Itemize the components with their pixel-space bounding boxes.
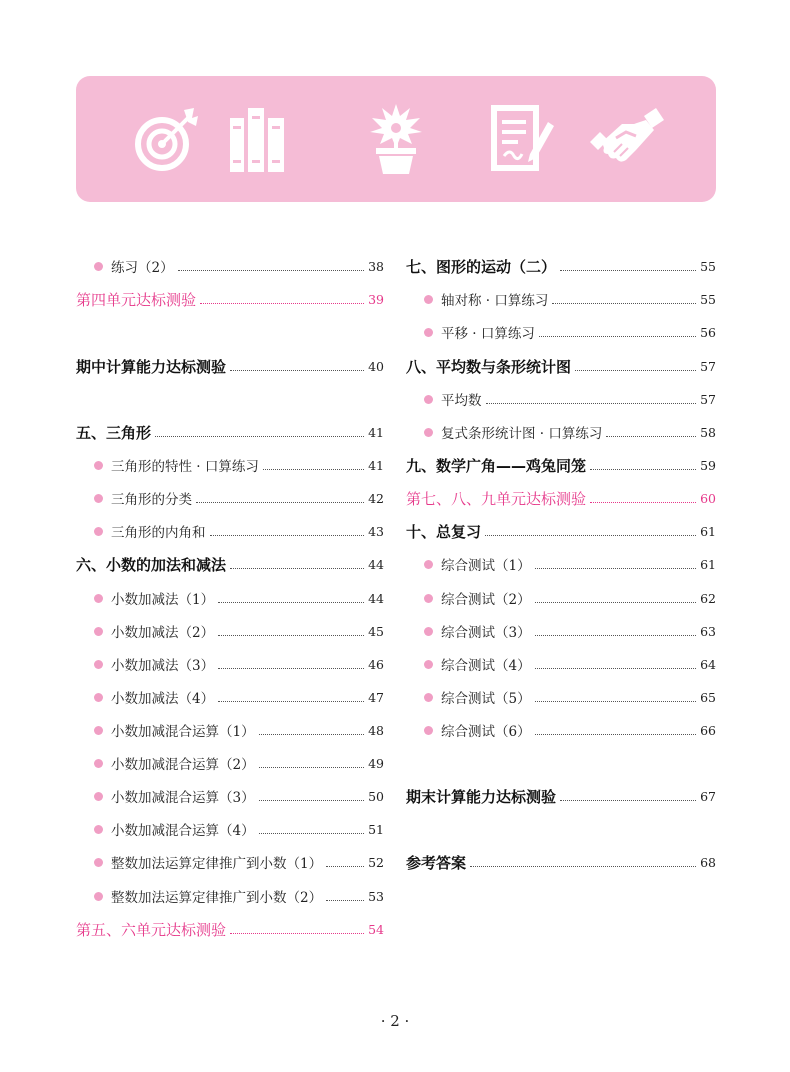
toc-entry-page: 59: [700, 457, 716, 473]
bullet-dot-icon: [424, 295, 433, 304]
toc-entry-title: 参考答案: [406, 853, 467, 872]
bullet-dot-icon: [94, 892, 103, 901]
toc-entry: [94, 850, 384, 874]
toc-entry: [406, 850, 716, 874]
toc-entry-page: 56: [700, 324, 716, 340]
toc-entry: [76, 552, 384, 576]
dot-leader: [259, 767, 365, 768]
toc-entry-page: 45: [368, 623, 384, 639]
dot-leader: [259, 734, 365, 735]
toc-entry: [94, 784, 384, 808]
toc-entry: [94, 254, 384, 278]
toc-entry-title: 第四单元达标测验: [76, 290, 197, 309]
toc-entry-page: 68: [700, 854, 716, 870]
toc-entry: [406, 486, 716, 510]
toc-entry: [406, 453, 716, 477]
toc-entry: [406, 519, 716, 543]
toc-entry-page: 42: [368, 490, 384, 506]
toc-entry: [424, 718, 716, 742]
toc-entry: [76, 420, 384, 444]
books-icon: [228, 102, 290, 176]
dot-leader: [486, 403, 697, 404]
dot-leader: [606, 436, 696, 437]
dot-leader: [552, 303, 696, 304]
toc-entry-title: 小数加减法（1）: [111, 592, 215, 608]
toc-entry-title: 八、平均数与条形统计图: [406, 357, 572, 376]
toc-entry-title: 综合测试（3）: [441, 625, 531, 641]
toc-entry: [406, 354, 716, 378]
toc-entry-page: 55: [700, 291, 716, 307]
toc-entry-title: 综合测试（4）: [441, 658, 531, 674]
dot-leader: [535, 602, 697, 603]
toc-entry-title: 轴对称 · 口算练习: [441, 293, 549, 309]
toc-entry: [424, 420, 716, 444]
toc-entry-title: 期中计算能力达标测验: [76, 357, 227, 376]
toc-entry: [406, 254, 716, 278]
dot-leader: [575, 370, 696, 371]
toc-entry-title: 小数加减混合运算（3）: [111, 790, 255, 806]
dot-leader: [155, 436, 364, 437]
toc-entry-title: 小数加减混合运算（1）: [111, 724, 255, 740]
toc-entry: [76, 354, 384, 378]
toc-entry-page: 43: [368, 523, 384, 539]
toc-entry-page: 61: [700, 556, 716, 572]
toc-entry-title: 平均数: [441, 393, 482, 409]
toc-entry-title: 第五、六单元达标测验: [76, 920, 227, 939]
toc-entry: [94, 519, 384, 543]
toc-entry-page: 58: [700, 424, 716, 440]
dot-leader: [259, 833, 365, 834]
dot-leader: [535, 635, 697, 636]
document-edit-icon: [490, 102, 554, 176]
toc-entry-title: 小数加减法（2）: [111, 625, 215, 641]
toc-entry-page: 44: [368, 590, 384, 606]
toc-entry: [94, 619, 384, 643]
toc-entry: [424, 685, 716, 709]
toc-entry-page: 38: [368, 258, 384, 274]
toc-entry-page: 67: [700, 788, 716, 804]
toc-entry: [424, 320, 716, 344]
toc-entry: [424, 586, 716, 610]
dot-leader: [210, 535, 365, 536]
toc-entry-title: 九、数学广角——鸡兔同笼: [406, 456, 587, 475]
dot-leader: [535, 568, 697, 569]
toc-entry-page: 40: [368, 358, 384, 374]
dot-leader: [230, 933, 364, 934]
toc-entry-page: 62: [700, 590, 716, 606]
dot-leader: [326, 900, 364, 901]
toc-entry-page: 52: [368, 854, 384, 870]
bullet-dot-icon: [424, 428, 433, 437]
toc-entry-page: 49: [368, 755, 384, 771]
bullet-dot-icon: [424, 395, 433, 404]
toc-entry-title: 七、图形的运动（二）: [406, 257, 557, 276]
toc-entry-title: 期末计算能力达标测验: [406, 787, 557, 806]
toc-entry-page: 48: [368, 722, 384, 738]
dot-leader: [590, 502, 696, 503]
toc-entry-page: 44: [368, 556, 384, 572]
toc-entry-page: 60: [700, 490, 716, 506]
dot-leader: [590, 469, 696, 470]
toc-entry: [424, 652, 716, 676]
toc-entry-page: 39: [368, 291, 384, 307]
bullet-dot-icon: [94, 627, 103, 636]
toc-entry-title: 综合测试（5）: [441, 691, 531, 707]
bullet-dot-icon: [94, 660, 103, 669]
bullet-dot-icon: [424, 560, 433, 569]
toc-entry-title: 平移 · 口算练习: [441, 326, 535, 342]
dot-leader: [218, 602, 364, 603]
dot-leader: [560, 800, 696, 801]
bullet-dot-icon: [94, 792, 103, 801]
toc-entry: [94, 884, 384, 908]
page-number: · 2 ·: [380, 1012, 410, 1030]
toc-entry-title: 五、三角形: [76, 423, 152, 442]
toc-entry-title: 三角形的内角和: [111, 525, 206, 541]
dot-leader: [326, 866, 364, 867]
toc-entry: [94, 817, 384, 841]
bullet-dot-icon: [94, 759, 103, 768]
bullet-dot-icon: [424, 693, 433, 702]
toc-entry-title: 综合测试（2）: [441, 592, 531, 608]
bullet-dot-icon: [94, 262, 103, 271]
bullet-dot-icon: [94, 858, 103, 867]
toc-entry-title: 六、小数的加法和减法: [76, 555, 227, 574]
toc-entry-page: 66: [700, 722, 716, 738]
toc-entry: [406, 784, 716, 808]
toc-entry: [76, 917, 384, 941]
toc-entry-title: 十、总复习: [406, 522, 482, 541]
dot-leader: [470, 866, 696, 867]
toc-entry: [424, 552, 716, 576]
toc-entry-title: 整数加法运算定律推广到小数（2）: [111, 890, 323, 906]
toc-entry: [94, 751, 384, 775]
toc-entry-page: 53: [368, 888, 384, 904]
toc-entry: [424, 287, 716, 311]
dot-leader: [200, 303, 364, 304]
dot-leader: [218, 635, 364, 636]
toc-entry-title: 三角形的特性 · 口算练习: [111, 459, 259, 475]
toc-entry-title: 综合测试（1）: [441, 558, 531, 574]
bullet-dot-icon: [424, 328, 433, 337]
toc-entry-page: 55: [700, 258, 716, 274]
toc-entry: [94, 685, 384, 709]
toc-entry-title: 复式条形统计图 · 口算练习: [441, 426, 603, 442]
dot-leader: [218, 701, 364, 702]
toc-entry-page: 64: [700, 656, 716, 672]
dot-leader: [263, 469, 364, 470]
toc-entry: [94, 718, 384, 742]
toc-entry-page: 65: [700, 689, 716, 705]
toc-entry-page: 41: [368, 424, 384, 440]
toc-entry: [76, 287, 384, 311]
toc-entry-title: 小数加减法（4）: [111, 691, 215, 707]
toc-entry-title: 综合测试（6）: [441, 724, 531, 740]
bullet-dot-icon: [424, 627, 433, 636]
toc-entry-page: 61: [700, 523, 716, 539]
toc-entry: [94, 453, 384, 477]
bullet-dot-icon: [94, 461, 103, 470]
dot-leader: [535, 734, 697, 735]
toc-entry-title: 小数加减混合运算（4）: [111, 823, 255, 839]
toc-entry: [424, 619, 716, 643]
dot-leader: [485, 535, 696, 536]
handshake-icon: [586, 102, 666, 176]
bullet-dot-icon: [424, 660, 433, 669]
toc-entry-page: 54: [368, 921, 384, 937]
dot-leader: [196, 502, 364, 503]
toc-entry-page: 57: [700, 358, 716, 374]
dot-leader: [230, 370, 364, 371]
toc-entry-title: 三角形的分类: [111, 492, 192, 508]
toc-entry-title: 小数加减法（3）: [111, 658, 215, 674]
dot-leader: [230, 568, 364, 569]
toc-entry-page: 51: [368, 821, 384, 837]
bullet-dot-icon: [424, 594, 433, 603]
toc-entry-title: 练习（2）: [111, 260, 174, 276]
toc-entry-page: 50: [368, 788, 384, 804]
toc-entry: [94, 652, 384, 676]
dot-leader: [535, 668, 697, 669]
bullet-dot-icon: [94, 494, 103, 503]
toc-entry-title: 第七、八、九单元达标测验: [406, 489, 587, 508]
toc-entry-title: 整数加法运算定律推广到小数（1）: [111, 856, 323, 872]
bullet-dot-icon: [94, 825, 103, 834]
dot-leader: [178, 270, 365, 271]
dot-leader: [535, 701, 697, 702]
potted-plant-icon: [366, 102, 426, 176]
bullet-dot-icon: [94, 726, 103, 735]
toc-entry-page: 63: [700, 623, 716, 639]
bullet-dot-icon: [424, 726, 433, 735]
toc-entry-page: 57: [700, 391, 716, 407]
dot-leader: [218, 668, 364, 669]
toc-entry-page: 47: [368, 689, 384, 705]
toc-entry-page: 46: [368, 656, 384, 672]
dot-leader: [259, 800, 365, 801]
bullet-dot-icon: [94, 527, 103, 536]
toc-entry: [94, 486, 384, 510]
dot-leader: [539, 336, 696, 337]
bullet-dot-icon: [94, 693, 103, 702]
toc-entry: [94, 586, 384, 610]
target-icon: [132, 102, 202, 176]
dot-leader: [560, 270, 696, 271]
toc-entry-page: 41: [368, 457, 384, 473]
bullet-dot-icon: [94, 594, 103, 603]
toc-entry-title: 小数加减混合运算（2）: [111, 757, 255, 773]
header-banner: [76, 76, 716, 202]
toc-entry: [424, 387, 716, 411]
